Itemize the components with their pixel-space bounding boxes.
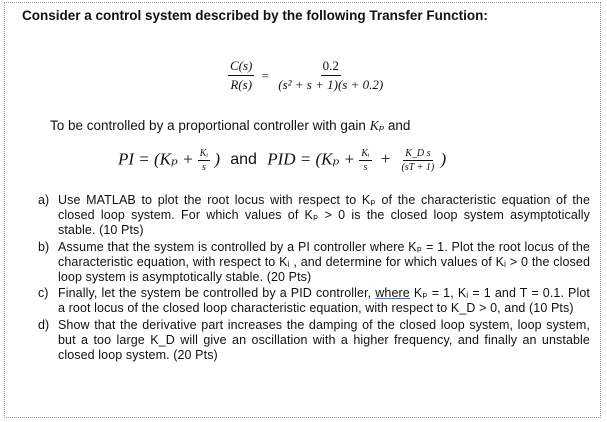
question-item-c xyxy=(38,286,590,316)
item-label: a) xyxy=(38,193,50,207)
pid-close: ) xyxy=(440,149,447,169)
intro-text: To be controlled by a proportional controller with gain xyxy=(50,118,366,133)
pid-fraction-1 xyxy=(359,148,371,173)
question-list xyxy=(38,193,590,364)
pid-frac1-num: Kᵢ xyxy=(361,148,370,159)
item-text: Use MATLAB to plot the root locus with respect to Kₚ of the characteristic equation of the closed loop system. For which values of Kₚ > 0 is the closed loop system asymptotically stable. (10 Pts) xyxy=(58,193,590,238)
transfer-function xyxy=(228,58,385,93)
pid-plus: + xyxy=(379,149,392,169)
item-text: Assume that the system is controlled by a PI controller where Kₚ = 1. Plot the root locus of the characteristic equation, with respect to Kᵢ , and determine for which values of Kᵢ > 0 the closed loop system is asymptotically stable. (20 Pts) xyxy=(58,239,590,285)
item-label: d) xyxy=(38,317,50,332)
pid-lhs: PID = (Kₚ + xyxy=(267,149,356,169)
pi-frac-den: s xyxy=(201,162,206,173)
pi-fraction xyxy=(198,148,210,173)
item-text xyxy=(58,286,590,316)
pid-frac1-den: s xyxy=(363,162,368,173)
pid-frac2-num: K_D s xyxy=(405,148,431,159)
question-item-b xyxy=(38,240,590,286)
item-text: Show that the derivative part increases the damping of the closed loop system, loop system, but a too large K_D will give an oscillation with a higher frequency, and finally an unstable closed loop system. (20 Pts) xyxy=(58,317,590,363)
intro-line xyxy=(50,118,410,134)
item-text-after: Kₚ = 1, Kᵢ = 1 and T = 0.1. Plot a root locus of the closed loop characteristic equation, with respect to K_D > 0, and (10 Pts) xyxy=(58,286,590,316)
question-item-d xyxy=(38,318,590,364)
tf-rhs-den: (s² + s + 1)(s + 0.2) xyxy=(278,77,384,92)
tf-equals: = xyxy=(261,67,269,83)
pid-fraction-2 xyxy=(400,148,437,173)
and-word: and xyxy=(230,151,257,169)
intro-symbol: Kₚ xyxy=(369,118,385,133)
intro-suffix: and xyxy=(387,118,411,133)
tf-rhs-num: 0.2 xyxy=(321,58,341,76)
pi-frac-num: Kᵢ xyxy=(199,148,209,159)
underlined-word: where xyxy=(375,286,410,301)
pi-close: ) xyxy=(214,149,220,169)
item-label: c) xyxy=(38,286,49,301)
item-label: b) xyxy=(38,239,50,254)
problem-title: Consider a control system described by the following Transfer Function: xyxy=(22,8,488,23)
pi-lhs: PI = (Kₚ + xyxy=(118,149,194,169)
controller-equations xyxy=(118,148,446,173)
tf-lhs-num: C(s) xyxy=(228,58,254,76)
pid-frac2-den: (sT + 1) xyxy=(401,162,435,173)
tf-lhs-fraction xyxy=(228,58,254,93)
tf-rhs-fraction xyxy=(276,58,385,93)
tf-lhs-den: R(s) xyxy=(230,77,253,92)
question-item-a xyxy=(38,193,590,239)
item-text-before: Finally, let the system be controlled by a PID controller, xyxy=(58,286,372,301)
